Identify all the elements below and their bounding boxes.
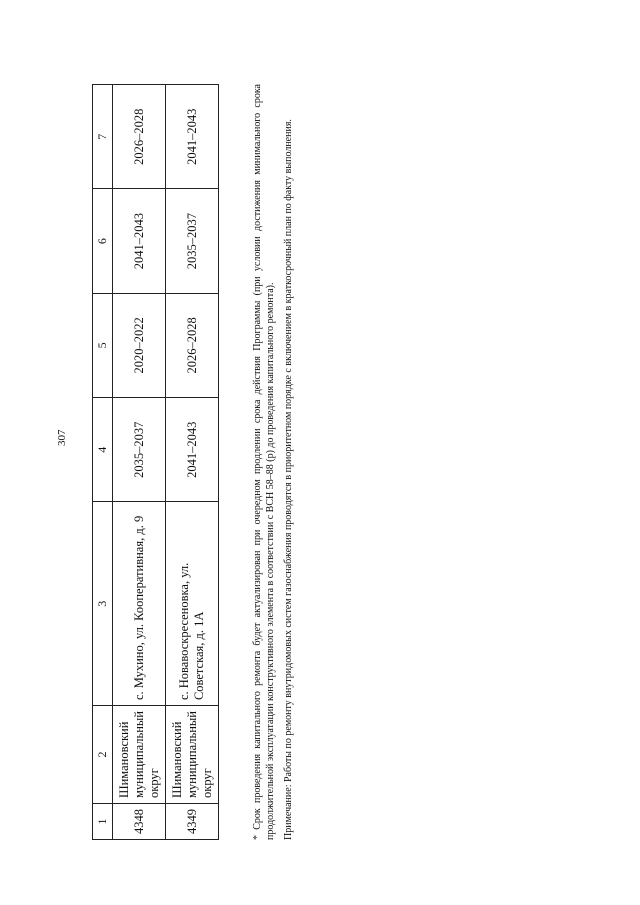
header-cell-3: 3 <box>93 502 113 706</box>
address-cell: с. Мухино, ул. Кооперативная, д. 9 <box>113 502 166 706</box>
header-cell-1: 1 <box>93 804 113 840</box>
district-cell: Шимановский муниципальный округ <box>113 706 166 804</box>
footnote-text: * Срок проведения капитального ремонта будет актуализирован при очередном продлении срока действия Программы (при условии достижения минимального срока продолжительной эксплуатации конструктивного элемента в соответствии с ВСН 58–88 (р) до проведения капитального ремонта). <box>252 84 276 840</box>
header-cell-6: 6 <box>93 189 113 293</box>
period-cell-6: 2041–2043 <box>113 189 166 293</box>
period-cell-5: 2026–2028 <box>166 293 219 397</box>
period-cell-5: 2020–2022 <box>113 293 166 397</box>
header-cell-2: 2 <box>93 706 113 804</box>
header-cell-4: 4 <box>93 398 113 502</box>
repair-schedule-table <box>92 84 219 840</box>
note-text: Примечание: Работы по ремонту внутридомовых систем газоснабжения проводятся в приоритетном порядке с включением в краткосрочный план по факту выполнения. <box>283 119 294 840</box>
table-row <box>113 85 166 840</box>
header-cell-7: 7 <box>93 85 113 189</box>
header-cell-5: 5 <box>93 293 113 397</box>
period-cell-7: 2026–2028 <box>113 85 166 189</box>
notes-block <box>252 84 302 840</box>
page-number: 307 <box>56 429 68 446</box>
landscape-content <box>92 70 332 840</box>
period-cell-6: 2035–2037 <box>166 189 219 293</box>
period-cell-7: 2041–2043 <box>166 85 219 189</box>
period-cell-4: 2041–2043 <box>166 398 219 502</box>
table-row <box>166 85 219 840</box>
row-number: 4348 <box>113 804 166 840</box>
row-number: 4349 <box>166 804 219 840</box>
district-cell: Шимановский муниципальный округ <box>166 706 219 804</box>
address-cell: с. Новавоскресеновка, ул. Советская, д. 1А <box>166 502 219 706</box>
period-cell-4: 2035–2037 <box>113 398 166 502</box>
table-header-row <box>93 85 113 840</box>
